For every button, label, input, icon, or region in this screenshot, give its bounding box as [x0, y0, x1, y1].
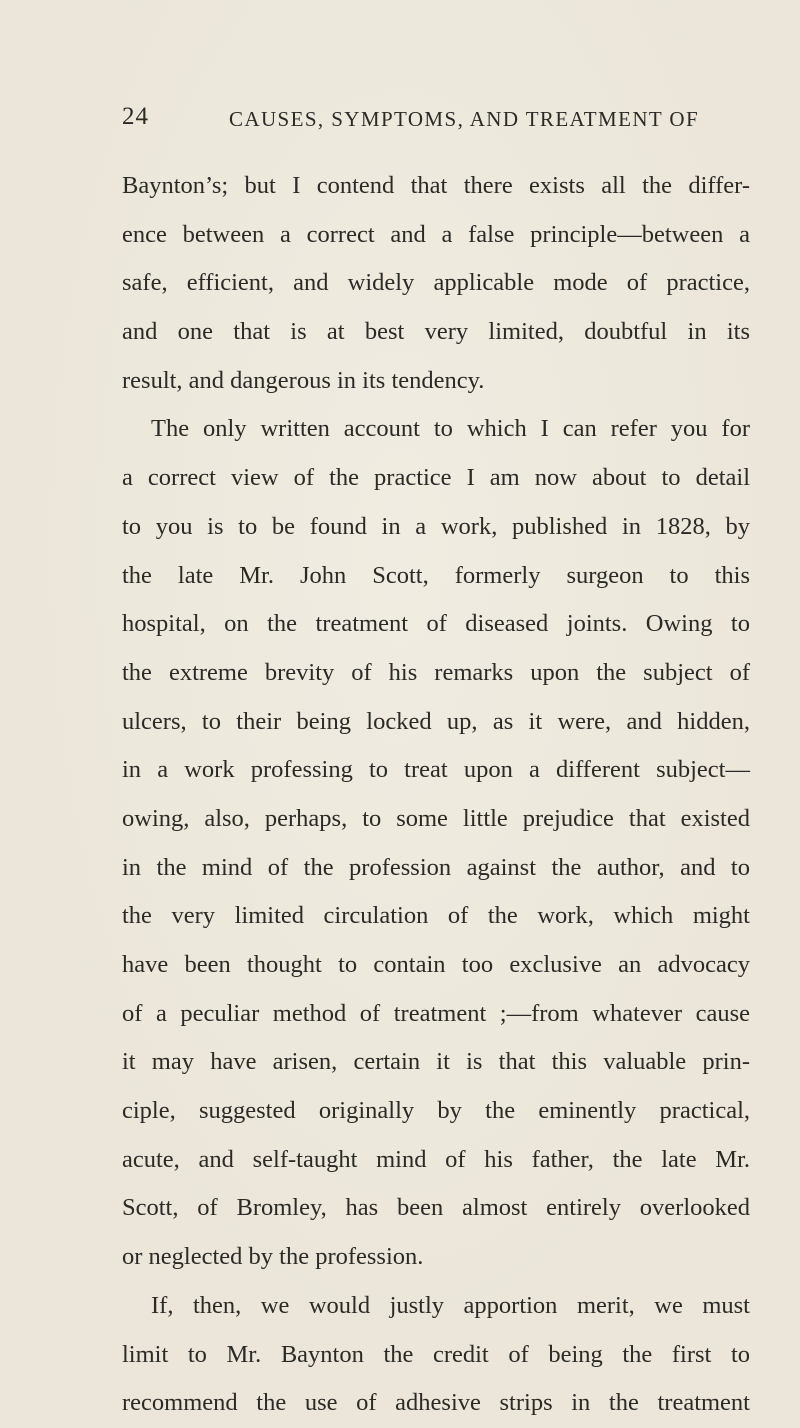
- running-head: CAUSES, SYMPTOMS, AND TREATMENT OF: [229, 107, 700, 131]
- text-line: of a peculiar method of treatment ;—from whatever cause: [122, 999, 750, 1027]
- text-line: Scott, of Bromley, has been almost entirely overlooked: [122, 1194, 750, 1222]
- page-number: 24: [122, 103, 149, 130]
- text-line: Baynton’s; but I contend that there exists all the differ-: [122, 172, 750, 199]
- text-line: the extreme brevity of his remarks upon the subject of: [122, 658, 750, 686]
- text-line: ulcers, to their being locked up, as it were, and hidden,: [122, 707, 750, 735]
- text-line: safe, efficient, and widely applicable mode of practice,: [122, 269, 750, 297]
- text-line: ence between a correct and a false principle—between a: [122, 220, 750, 248]
- text-line: or neglected by the profession.: [122, 1243, 424, 1271]
- body-text: [122, 162, 750, 1428]
- text-line: ciple, suggested originally by the eminently practical,: [122, 1097, 750, 1125]
- text-line: limit to Mr. Baynton the credit of being the first to: [122, 1340, 750, 1368]
- text-line: to you is to be found in a work, published in 1828, by: [122, 512, 750, 540]
- text-line: owing, also, perhaps, to some little prejudice that existed: [122, 804, 750, 832]
- text-line: The only written account to which I can refer you for: [151, 415, 750, 443]
- page-header: [122, 103, 754, 137]
- text-line: in a work professing to treat upon a different subject—: [122, 756, 750, 784]
- text-line: in the mind of the profession against the author, and to: [122, 853, 750, 881]
- text-line: hospital, on the treatment of diseased joints. Owing to: [122, 610, 750, 638]
- text-line: If, then, we would justly apportion merit, we must: [151, 1291, 750, 1319]
- text-line: the late Mr. John Scott, formerly surgeon to this: [122, 561, 750, 589]
- text-line: a correct view of the practice I am now about to detail: [122, 464, 750, 492]
- text-line: result, and dangerous in its tendency.: [122, 366, 485, 394]
- text-line: acute, and self-taught mind of his father, the late Mr.: [122, 1145, 750, 1173]
- text-line: the very limited circulation of the work, which might: [122, 902, 750, 930]
- text-line: and one that is at best very limited, doubtful in its: [122, 318, 750, 346]
- text-line: have been thought to contain too exclusive an advocacy: [122, 951, 750, 978]
- text-line: recommend the use of adhesive strips in the treatment: [122, 1389, 750, 1417]
- text-line: it may have arisen, certain it is that this valuable prin-: [122, 1048, 750, 1076]
